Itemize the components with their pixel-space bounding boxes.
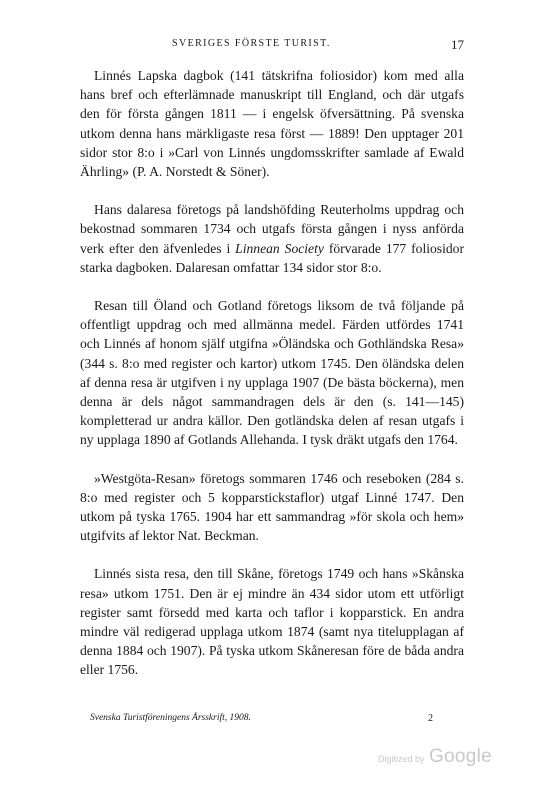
paragraph-dalaresa [80, 200, 464, 277]
body-text [80, 66, 464, 699]
paragraph-westgota-resan: »Westgöta-Resan» företogs sommaren 1746 och reseboken (284 s. 8:o med register och 5 kopparstickstaflor) utgaf Linné 1747. Den utkom på tyska 1765. 1904 har ett sammandrag »för skola och hem» utgifvits af lektor Nat. Beckman. [80, 470, 464, 544]
watermark-brand: Google [428, 746, 493, 767]
signature-mark: 2 [428, 713, 433, 724]
paragraph-skanska-resa: Linnés sista resa, den till Skåne, företogs 1749 och hans »Skånska resa» utkom 1751. Den är ej mindre än 434 sidor utom ett utförligt register samt försedd med karta och taflor i kopparstick. En andra mindre väl redigerad upplaga utkom 1874 (samt nya titelupplagan af denna 1884 och 1907). På tyska utkom Skåneresan före de båda andra eller 1756. [80, 566, 464, 678]
page-footer [80, 713, 464, 727]
paragraph-oland-gotland: Resan till Öland och Gotland företogs liksom de två följande på offentligt uppdrag och med allmänna medel. Färden utfördes 1741 och Linnés af honom själf utgifna »Öländska och Gothländska Resa» (344 s. 8:o med register och kartor) utkom 1745. Den öländska delen af denna resa är utgifven i ny upplaga 1907 (De bästa böckerna), men denna är dels något sammandragen dels är den (s. 141—145) kompletterad ur andra källor. Den gotländska delen af resan utgafs i ny upplaga 1890 af Gotlands Allehanda. I tysk dräkt utgafs den 1764. [80, 298, 464, 448]
page-header [80, 38, 464, 54]
footer-publication-title: Svenska Turistföreningens Årsskrift, 1908. [90, 713, 251, 723]
running-head: SVERIGES FÖRSTE TURIST. [172, 38, 331, 49]
page-number: 17 [451, 37, 464, 52]
paragraph-dalaresa-text-after: förvarade 177 foliosidor starka dagboken. Dalaresan omfattar 134 sidor stor 8:o. [80, 240, 464, 275]
watermark-prefix: Digitized by [378, 754, 425, 764]
paragraph-dalaresa-text-before: Hans dalaresa företogs på landshöfding Reuterholms uppdrag och bekostnad sommaren 1734 och utgafs första gången i nyss anförda verk efter den äfvenledes i [80, 202, 464, 256]
linnean-society-italic: Linnean Society [235, 240, 324, 256]
paragraph-lapska-dagbok: Linnés Lapska dagbok (141 tätskrifna foliosidor) kom med alla hans bref och efterlämnade manuskript till England, och där utgafs den för första gången 1811 — i engelsk öfversättning. På svenska utkom denna hans märkligaste resa först — 1889! Den upptager 201 sidor stor 8:o i »Carl von Linnés ungdomsskrifter samlade af Ewald Ährling» (P. A. Norstedt & Söner). [80, 68, 464, 180]
digitized-by-google-watermark [378, 746, 492, 768]
